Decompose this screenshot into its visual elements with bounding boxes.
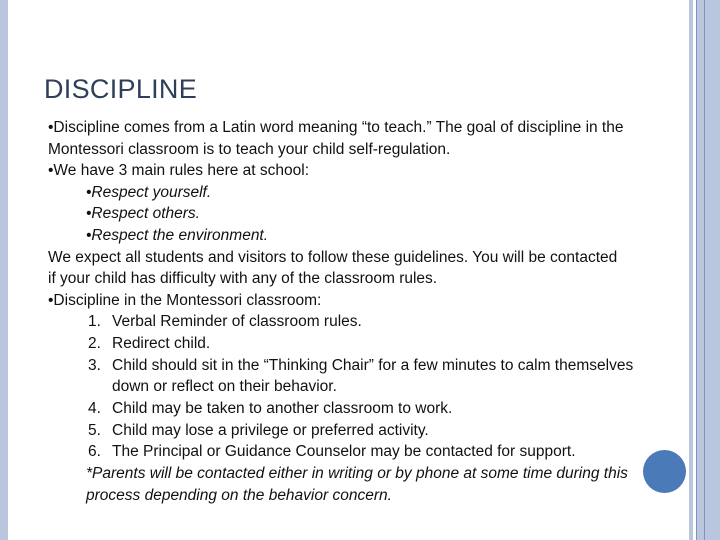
left-border [0,0,8,540]
step-number: 3. [88,357,101,374]
step-continuation: down or reflect on their behavior. [112,378,337,395]
body-line: Montessori classroom is to teach your child self-regulation. [48,141,451,158]
body-line: •We have 3 main rules here at school: [48,162,310,179]
step-number: 4. [88,400,101,417]
step-text: Verbal Reminder of classroom rules. [112,313,362,330]
step-item [88,442,576,462]
note-line: process depending on the behavior concern. [86,487,392,504]
rule-item: •Respect others. [86,205,200,222]
step-number: 1. [88,313,101,330]
body-line: if your child has difficulty with any of the classroom rules. [48,270,438,287]
step-number: 2. [88,335,101,352]
step-text: The Principal or Guidance Counselor may be contacted for support. [112,443,576,460]
right-border-inner [689,0,693,540]
step-text: Redirect child. [112,335,211,352]
step-text: Child may lose a privilege or preferred activity. [112,422,429,439]
step-text: Child should sit in the “Thinking Chair” for a few minutes to calm themselves [112,357,634,374]
step-number: 5. [88,422,101,439]
step-item [88,399,452,419]
step-item [88,421,429,441]
rule-item: •Respect yourself. [86,184,212,201]
step-number: 6. [88,443,101,460]
step-item [88,312,362,332]
rule-item: •Respect the environment. [86,227,269,244]
decorative-circle [643,450,686,493]
note-line: *Parents will be contacted either in writing or by phone at some time during this [86,465,628,482]
body-line: •Discipline in the Montessori classroom: [48,292,322,309]
step-item [88,356,633,376]
body-line: We expect all students and visitors to follow these guidelines. You will be contacted [48,249,618,266]
right-border-line [704,0,705,540]
right-border-outer [696,0,720,540]
step-text: Child may be taken to another classroom to work. [112,400,453,417]
body-line: •Discipline comes from a Latin word meaning “to teach.” The goal of discipline in the [48,119,624,136]
slide-title: DISCIPLINE [44,74,198,104]
step-item [88,334,210,354]
